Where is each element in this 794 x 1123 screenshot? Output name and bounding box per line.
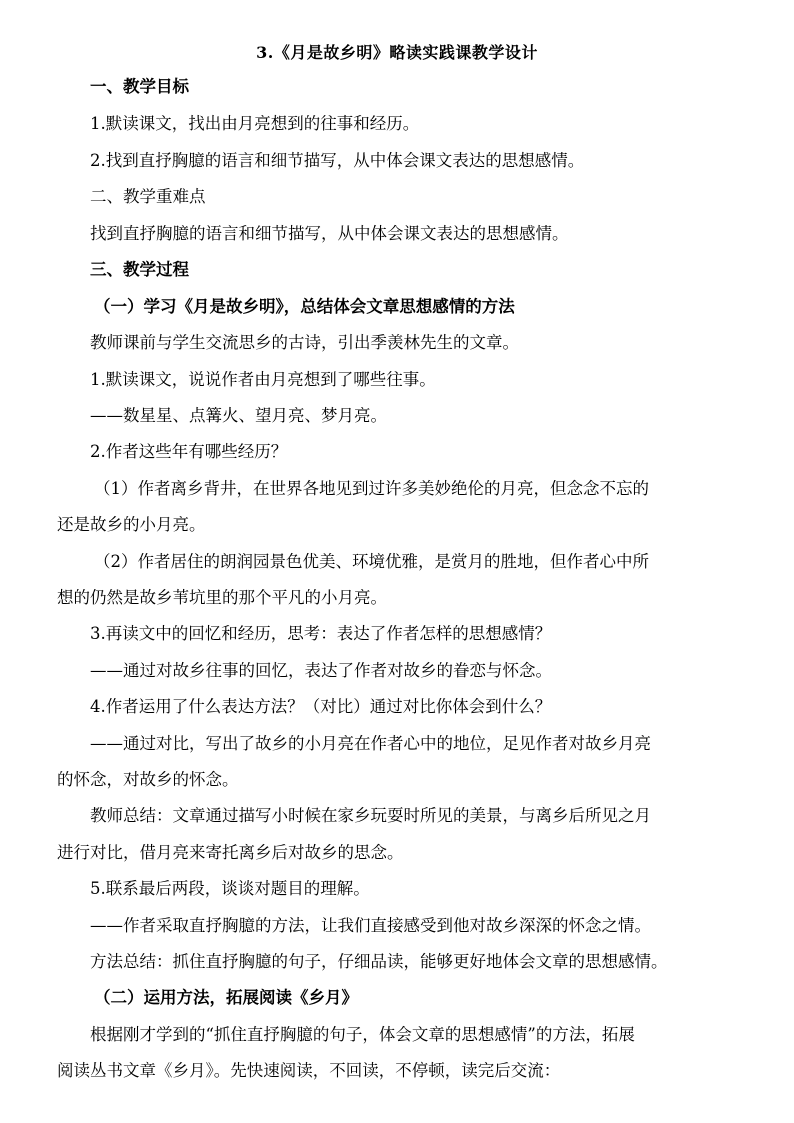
answer-2-item-1: （1）作者离乡背井，在世界各地见到过许多美妙绝伦的月亮，但念念不忘的 [94,479,649,498]
answer-2-item-2: （2）作者居住的朗润园景色优美、环境优雅，是赏月的胜地，但作者心中所 [94,552,649,571]
goal-1: 1.默读课文，找出由月亮想到的往事和经历。 [90,114,420,133]
heading-teaching-goals: 一、教学目标 [90,77,189,96]
method-summary: 方法总结：抓住直抒胸臆的句子，仔细品读，能够更好地体会文章的思想感情。 [90,952,668,971]
question-5: 5.联系最后两段，谈谈对题目的理解。 [90,879,370,898]
teacher-summary-cont: 进行对比，借月亮来寄托离乡后对故乡的思念。 [57,843,404,862]
paragraph-intro: 教师课前与学生交流思乡的古诗，引出季羡林先生的文章。 [90,333,519,352]
question-2: 2.作者这些年有哪些经历？ [90,442,288,461]
question-3: 3.再读文中的回忆和经历，思考：表达了作者怎样的思想感情？ [90,624,552,643]
teacher-summary: 教师总结：文章通过描写小时候在家乡玩耍时所见的美景，与离乡后所见之月 [90,806,651,825]
extended-reading: 根据刚才学到的“抓住直抒胸臆的句子，体会文章的思想感情”的方法，拓展 [90,1025,635,1044]
document-title: 3.《月是故乡明》略读实践课教学设计 [256,43,538,62]
answer-4-cont: 的怀念，对故乡的怀念。 [57,770,239,789]
subheading-part-one: （一）学习《月是故乡明》，总结体会文章思想感情的方法 [94,297,515,316]
heading-key-difficulties: 二、教学重难点 [90,187,206,206]
answer-2-item-2-cont: 想的仍然是故乡苇坑里的那个平凡的小月亮。 [57,588,387,607]
key-difficulty-text: 找到直抒胸臆的语言和细节描写，从中体会课文表达的思想感情。 [90,224,569,243]
goal-2: 2.找到直抒胸臆的语言和细节描写，从中体会课文表达的思想感情。 [90,151,585,170]
extended-reading-cont: 阅读丛书文章《乡月》。先快速阅读，不回读，不停顿，读完后交流： [57,1061,561,1080]
subheading-part-two: （二）运用方法，拓展阅读《乡月》 [94,988,358,1007]
question-1: 1.默读课文，说说作者由月亮想到了哪些往事。 [90,370,436,389]
answer-3: ——通过对故乡往事的回忆，表达了作者对故乡的眷恋与怀念。 [90,661,552,680]
answer-5: ——作者采取直抒胸臆的方法，让我们直接感受到他对故乡深深的怀念之情。 [90,916,651,935]
answer-4: ——通过对比，写出了故乡的小月亮在作者心中的地位，足见作者对故乡月亮 [90,734,651,753]
heading-teaching-process: 三、教学过程 [90,260,189,279]
answer-2-item-1-cont: 还是故乡的小月亮。 [57,515,206,534]
question-4: 4.作者运用了什么表达方法？（对比）通过对比你体会到什么？ [90,697,552,716]
answer-1: ——数星星、点篝火、望月亮、梦月亮。 [90,406,387,425]
